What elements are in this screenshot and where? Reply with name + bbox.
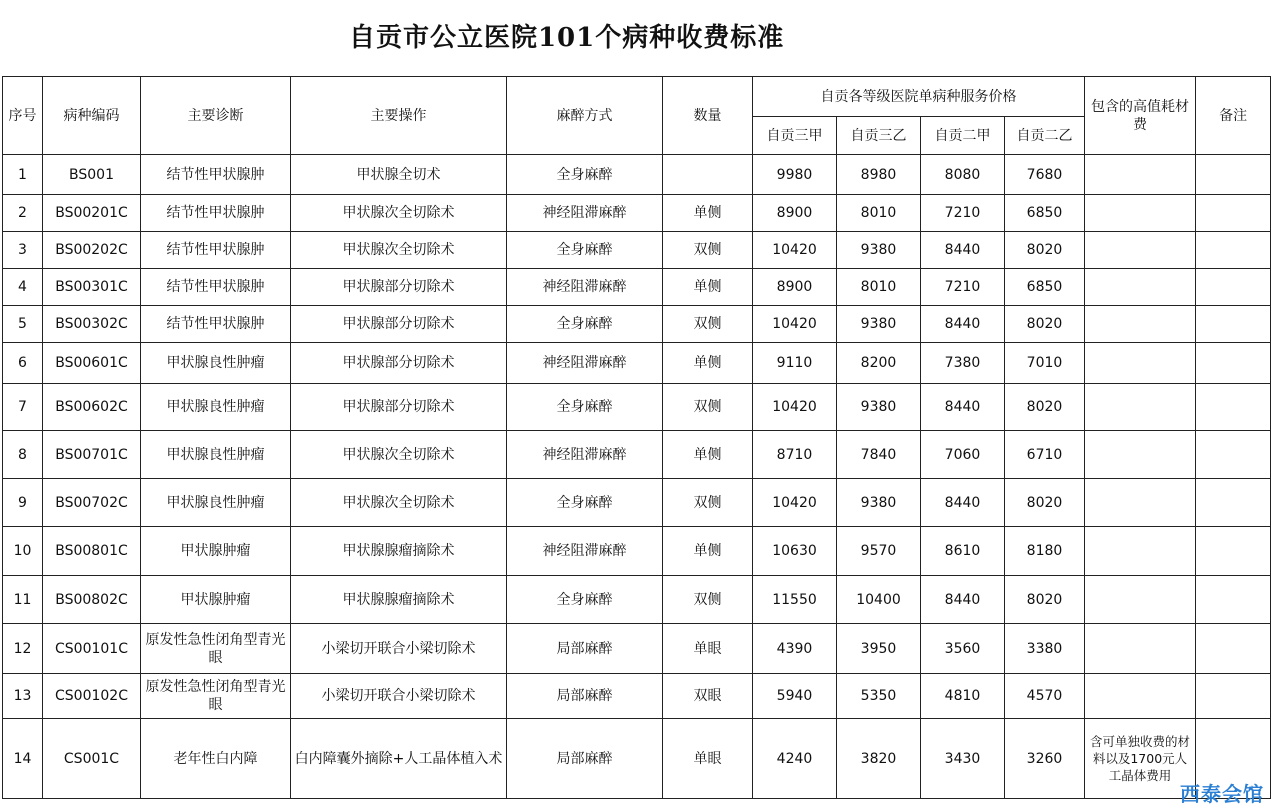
price-2b-cell: 6710 [1005,431,1085,479]
price-3a-cell: 10420 [753,384,837,431]
anesthesia-cell: 局部麻醉 [507,719,663,799]
table-row [3,431,1271,479]
price-3a-cell: 4390 [753,624,837,674]
operation-cell: 甲状腺部分切除术 [291,343,507,384]
code-cell: BS00302C [43,306,141,343]
remarks-cell [1196,384,1271,431]
anesthesia-cell: 全身麻醉 [507,306,663,343]
remarks-cell [1196,527,1271,576]
materials-cell [1085,306,1196,343]
remarks-cell [1196,479,1271,527]
diagnosis-cell: 原发性急性闭角型青光眼 [141,624,291,674]
materials-cell [1085,343,1196,384]
price-2a-cell: 8440 [921,576,1005,624]
seq-cell: 6 [3,343,43,384]
table-row [3,343,1271,384]
diagnosis-cell: 甲状腺良性肿瘤 [141,431,291,479]
quantity-cell: 单侧 [663,343,753,384]
seq-cell: 9 [3,479,43,527]
anesthesia-cell: 局部麻醉 [507,674,663,719]
fee-table [2,0,1271,799]
materials-cell [1085,479,1196,527]
code-cell: BS00602C [43,384,141,431]
table-row [3,384,1271,431]
watermark-logo: 西泰会馆 [1180,782,1264,806]
materials-cell [1085,384,1196,431]
quantity-cell: 单侧 [663,195,753,232]
quantity-cell: 单眼 [663,624,753,674]
operation-cell: 甲状腺腺瘤摘除术 [291,527,507,576]
header-operation: 主要操作 [291,77,507,155]
seq-cell: 3 [3,232,43,269]
table-row [3,269,1271,306]
diagnosis-cell: 结节性甲状腺肿 [141,155,291,195]
materials-cell: 含可单独收费的材料以及1700元人工晶体费用 [1085,719,1196,799]
remarks-cell [1196,232,1271,269]
anesthesia-cell: 局部麻醉 [507,624,663,674]
price-2a-cell: 7380 [921,343,1005,384]
price-3b-cell: 9380 [837,384,921,431]
diagnosis-cell: 结节性甲状腺肿 [141,195,291,232]
anesthesia-cell: 全身麻醉 [507,155,663,195]
seq-cell: 10 [3,527,43,576]
remarks-cell [1196,576,1271,624]
code-cell: BS00201C [43,195,141,232]
table-row [3,527,1271,576]
price-3a-cell: 4240 [753,719,837,799]
quantity-cell: 双眼 [663,674,753,719]
operation-cell: 甲状腺部分切除术 [291,269,507,306]
price-2a-cell: 8440 [921,384,1005,431]
table-row [3,155,1271,195]
seq-cell: 13 [3,674,43,719]
quantity-cell: 单侧 [663,527,753,576]
price-3a-cell: 10420 [753,306,837,343]
quantity-cell: 双侧 [663,384,753,431]
diagnosis-cell: 甲状腺良性肿瘤 [141,384,291,431]
seq-cell: 4 [3,269,43,306]
price-2b-cell: 8020 [1005,479,1085,527]
remarks-cell [1196,343,1271,384]
code-cell: BS00601C [43,343,141,384]
price-2a-cell: 8440 [921,479,1005,527]
materials-cell [1085,527,1196,576]
operation-cell: 甲状腺全切术 [291,155,507,195]
materials-cell [1085,624,1196,674]
operation-cell: 甲状腺腺瘤摘除术 [291,576,507,624]
diagnosis-cell: 甲状腺良性肿瘤 [141,479,291,527]
table-row [3,576,1271,624]
price-3a-cell: 8900 [753,269,837,306]
header-price-3a: 自贡三甲 [753,117,837,155]
fee-standard-sheet [2,0,1270,809]
code-cell: BS00702C [43,479,141,527]
price-2a-cell: 8080 [921,155,1005,195]
seq-cell: 2 [3,195,43,232]
operation-cell: 白内障囊外摘除+人工晶体植入术 [291,719,507,799]
quantity-cell: 双侧 [663,306,753,343]
remarks-cell [1196,195,1271,232]
price-2a-cell: 4810 [921,674,1005,719]
header-price-3b: 自贡三乙 [837,117,921,155]
price-2a-cell: 3430 [921,719,1005,799]
price-2a-cell: 7210 [921,269,1005,306]
operation-cell: 甲状腺次全切除术 [291,195,507,232]
price-2b-cell: 8180 [1005,527,1085,576]
table-row [3,719,1271,799]
price-2b-cell: 6850 [1005,195,1085,232]
price-3b-cell: 3950 [837,624,921,674]
page-title: 自贡市公立医院101个病种收费标准 [3,0,1271,77]
seq-cell: 7 [3,384,43,431]
anesthesia-cell: 神经阻滞麻醉 [507,527,663,576]
code-cell: BS00701C [43,431,141,479]
price-3a-cell: 10630 [753,527,837,576]
price-3b-cell: 7840 [837,431,921,479]
materials-cell [1085,195,1196,232]
price-3a-cell: 10420 [753,232,837,269]
price-3b-cell: 3820 [837,719,921,799]
operation-cell: 小梁切开联合小梁切除术 [291,674,507,719]
code-cell: BS00802C [43,576,141,624]
price-2b-cell: 8020 [1005,232,1085,269]
price-2b-cell: 8020 [1005,306,1085,343]
diagnosis-cell: 甲状腺肿瘤 [141,527,291,576]
remarks-cell [1196,306,1271,343]
price-2a-cell: 8610 [921,527,1005,576]
table-row [3,624,1271,674]
price-3a-cell: 9110 [753,343,837,384]
diagnosis-cell: 甲状腺良性肿瘤 [141,343,291,384]
anesthesia-cell: 全身麻醉 [507,479,663,527]
seq-cell: 8 [3,431,43,479]
table-row [3,674,1271,719]
diagnosis-cell: 老年性白内障 [141,719,291,799]
price-2b-cell: 6850 [1005,269,1085,306]
price-2a-cell: 7060 [921,431,1005,479]
table-row [3,306,1271,343]
anesthesia-cell: 神经阻滞麻醉 [507,269,663,306]
header-anesthesia: 麻醉方式 [507,77,663,155]
seq-cell: 5 [3,306,43,343]
seq-cell: 14 [3,719,43,799]
price-2b-cell: 4570 [1005,674,1085,719]
price-3a-cell: 8710 [753,431,837,479]
header-quantity: 数量 [663,77,753,155]
header-price-2b: 自贡二乙 [1005,117,1085,155]
quantity-cell: 单侧 [663,269,753,306]
price-3a-cell: 5940 [753,674,837,719]
price-3b-cell: 9570 [837,527,921,576]
materials-cell [1085,576,1196,624]
price-3b-cell: 9380 [837,232,921,269]
remarks-cell [1196,624,1271,674]
materials-cell [1085,269,1196,306]
operation-cell: 甲状腺次全切除术 [291,232,507,269]
price-2b-cell: 3380 [1005,624,1085,674]
anesthesia-cell: 神经阻滞麻醉 [507,431,663,479]
header-diagnosis: 主要诊断 [141,77,291,155]
quantity-cell: 双侧 [663,479,753,527]
materials-cell [1085,232,1196,269]
header-materials: 包含的高值耗材费 [1085,77,1196,155]
operation-cell: 甲状腺部分切除术 [291,384,507,431]
header-price-group: 自贡各等级医院单病种服务价格 [753,77,1085,117]
price-3b-cell: 9380 [837,479,921,527]
header-price-2a: 自贡二甲 [921,117,1005,155]
quantity-cell [663,155,753,195]
anesthesia-cell: 神经阻滞麻醉 [507,195,663,232]
materials-cell [1085,674,1196,719]
anesthesia-cell: 全身麻醉 [507,384,663,431]
code-cell: BS00801C [43,527,141,576]
diagnosis-cell: 原发性急性闭角型青光眼 [141,674,291,719]
code-cell: CS00101C [43,624,141,674]
table-row [3,232,1271,269]
price-2b-cell: 7010 [1005,343,1085,384]
anesthesia-cell: 全身麻醉 [507,232,663,269]
price-3b-cell: 8200 [837,343,921,384]
price-3b-cell: 9380 [837,306,921,343]
anesthesia-cell: 神经阻滞麻醉 [507,343,663,384]
quantity-cell: 单侧 [663,431,753,479]
anesthesia-cell: 全身麻醉 [507,576,663,624]
diagnosis-cell: 甲状腺肿瘤 [141,576,291,624]
price-2a-cell: 7210 [921,195,1005,232]
price-2b-cell: 8020 [1005,384,1085,431]
price-2a-cell: 8440 [921,306,1005,343]
header-remarks: 备注 [1196,77,1271,155]
code-cell: BS001 [43,155,141,195]
price-3a-cell: 9980 [753,155,837,195]
diagnosis-cell: 结节性甲状腺肿 [141,232,291,269]
price-2b-cell: 8020 [1005,576,1085,624]
operation-cell: 甲状腺次全切除术 [291,479,507,527]
price-3b-cell: 8010 [837,269,921,306]
remarks-cell [1196,674,1271,719]
operation-cell: 小梁切开联合小梁切除术 [291,624,507,674]
price-3a-cell: 10420 [753,479,837,527]
price-2a-cell: 3560 [921,624,1005,674]
price-2b-cell: 3260 [1005,719,1085,799]
price-3a-cell: 8900 [753,195,837,232]
header-code: 病种编码 [43,77,141,155]
header-seq: 序号 [3,77,43,155]
remarks-cell [1196,431,1271,479]
price-2a-cell: 8440 [921,232,1005,269]
table-row [3,479,1271,527]
operation-cell: 甲状腺次全切除术 [291,431,507,479]
price-3b-cell: 5350 [837,674,921,719]
table-row [3,195,1271,232]
price-2b-cell: 7680 [1005,155,1085,195]
seq-cell: 11 [3,576,43,624]
diagnosis-cell: 结节性甲状腺肿 [141,269,291,306]
seq-cell: 12 [3,624,43,674]
quantity-cell: 单眼 [663,719,753,799]
code-cell: BS00301C [43,269,141,306]
remarks-cell [1196,269,1271,306]
materials-cell [1085,431,1196,479]
operation-cell: 甲状腺部分切除术 [291,306,507,343]
materials-cell [1085,155,1196,195]
remarks-cell [1196,155,1271,195]
price-3b-cell: 10400 [837,576,921,624]
diagnosis-cell: 结节性甲状腺肿 [141,306,291,343]
quantity-cell: 双侧 [663,576,753,624]
code-cell: CS00102C [43,674,141,719]
quantity-cell: 双侧 [663,232,753,269]
seq-cell: 1 [3,155,43,195]
price-3b-cell: 8010 [837,195,921,232]
price-3a-cell: 11550 [753,576,837,624]
price-3b-cell: 8980 [837,155,921,195]
code-cell: CS001C [43,719,141,799]
code-cell: BS00202C [43,232,141,269]
